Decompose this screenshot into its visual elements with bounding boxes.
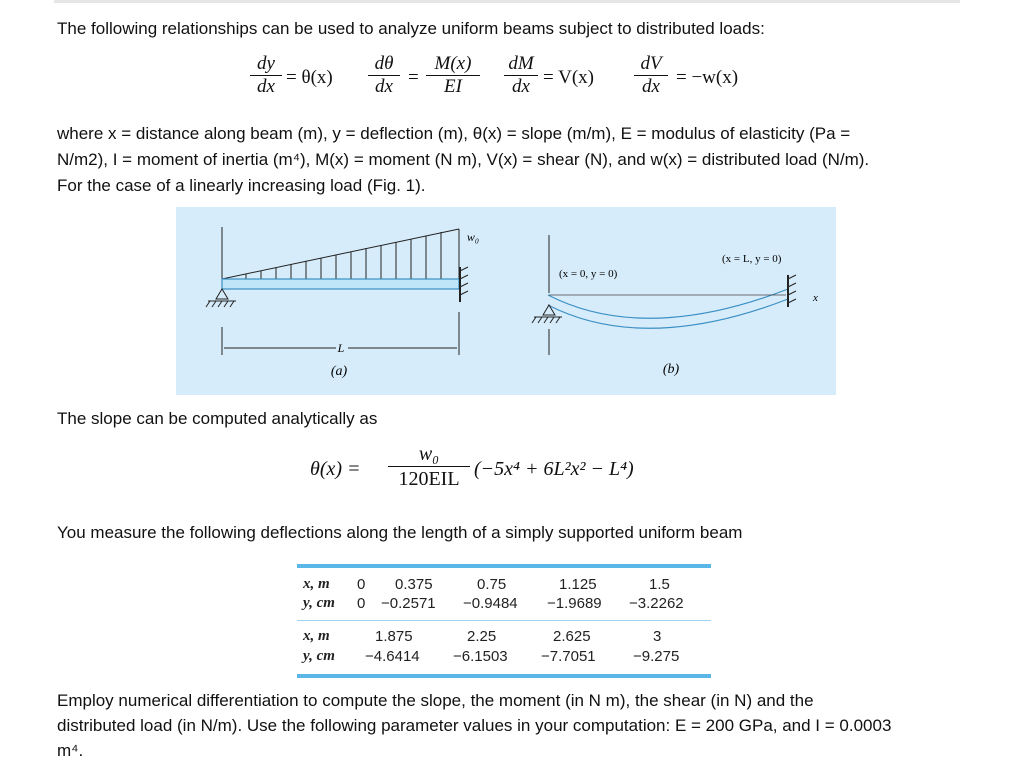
table-mid-rule <box>297 620 711 621</box>
relation-rhs-4: = −w(x) <box>676 67 739 88</box>
relation-dtheta-dx: $\frac{d\theta}{dx}$ <box>368 53 400 98</box>
where-line-2: N/m2), I = moment of inertia (m⁴), M(x) = moment (N m), V(x) = shear (N), and w(x) = distributed load (N/m). <box>57 150 870 169</box>
slope-intro: The slope can be computed analytically as <box>57 409 378 428</box>
y-cell: −0.9484 <box>463 595 518 612</box>
beam-figure-drawing <box>176 207 836 395</box>
relation-dM-dx: $\frac{dM}{dx}$ <box>504 53 538 98</box>
x-cell: 0.75 <box>477 576 507 593</box>
task-line-3: m⁴. <box>57 741 84 760</box>
x-label-1: x, m <box>303 576 330 592</box>
relation-rhs-2: = <box>408 67 419 88</box>
caption-a: (a) <box>330 364 348 379</box>
x-cell: 1.875 <box>375 628 413 645</box>
x-cell: 2.25 <box>467 628 497 645</box>
x-cell: 1.125 <box>559 576 597 593</box>
x-cell: 2.625 <box>553 628 591 645</box>
y-label-2: y, cm <box>303 648 335 664</box>
relation-dy-dx: $\frac{dy}{dx}$ <box>250 53 282 98</box>
label-w0: w₀ <box>466 230 480 244</box>
relation-M-EI: $\frac{M(x)}{EI}$ <box>426 53 480 98</box>
x-label-2: x, m <box>303 628 330 644</box>
task-line-2: distributed load (in N/m). Use the following parameter values in your computation: E = 200 GPa, and I = 0.0003 <box>57 716 892 735</box>
axis-x: x <box>813 292 818 304</box>
where-line-1: where x = distance along beam (m), y = deflection (m), θ(x) = slope (m/m), E = modulus of elasticity (Pa = <box>57 124 851 143</box>
y-cell: −7.7051 <box>541 648 596 665</box>
y-cell: −9.275 <box>633 648 680 665</box>
slope-equation <box>310 442 730 502</box>
bc-right: (x = L, y = 0) <box>722 253 782 265</box>
intro-text: The following relationships can be used to analyze uniform beams subject to distributed loads: <box>57 19 765 38</box>
top-divider <box>54 0 960 3</box>
task-line-1: Employ numerical differentiation to compute the slope, the moment (in N m), the shear (in N) and the <box>57 691 814 710</box>
relation-dV-dx: $\frac{dV}{dx}$ <box>634 53 668 98</box>
relation-rhs-1: = θ(x) <box>286 67 333 88</box>
x-cell: 1.5 <box>649 576 670 593</box>
caption-b: (b) <box>662 362 680 377</box>
y-cell: −3.2262 <box>629 595 684 612</box>
beam-figure <box>176 207 836 395</box>
x-cell: 0.375 <box>395 576 433 593</box>
y-cell: −0.2571 <box>381 595 436 612</box>
where-line-3: For the case of a linearly increasing load (Fig. 1). <box>57 176 426 195</box>
deflection-table <box>297 564 711 680</box>
label-L: L <box>337 341 345 355</box>
bc-left: (x = 0, y = 0) <box>559 268 618 280</box>
slope-fraction: w₀ 120EIL <box>388 442 470 491</box>
slope-rhs: (−5x⁴ + 6L²x² − L⁴) <box>474 458 634 480</box>
measure-intro: You measure the following deflections along the length of a simply supported uniform beam <box>57 523 743 542</box>
table-top-rule <box>297 564 711 568</box>
x-cell: 3 <box>653 628 662 645</box>
x-cell: 0 <box>357 576 366 593</box>
slope-lhs: θ(x) = <box>310 458 361 480</box>
table-bottom-rule <box>297 674 711 678</box>
y-cell: −1.9689 <box>547 595 602 612</box>
y-cell: −6.1503 <box>453 648 508 665</box>
relation-rhs-3: = V(x) <box>543 67 594 88</box>
y-cell: 0 <box>357 595 366 612</box>
y-cell: −4.6414 <box>365 648 420 665</box>
y-label-1: y, cm <box>303 595 335 611</box>
